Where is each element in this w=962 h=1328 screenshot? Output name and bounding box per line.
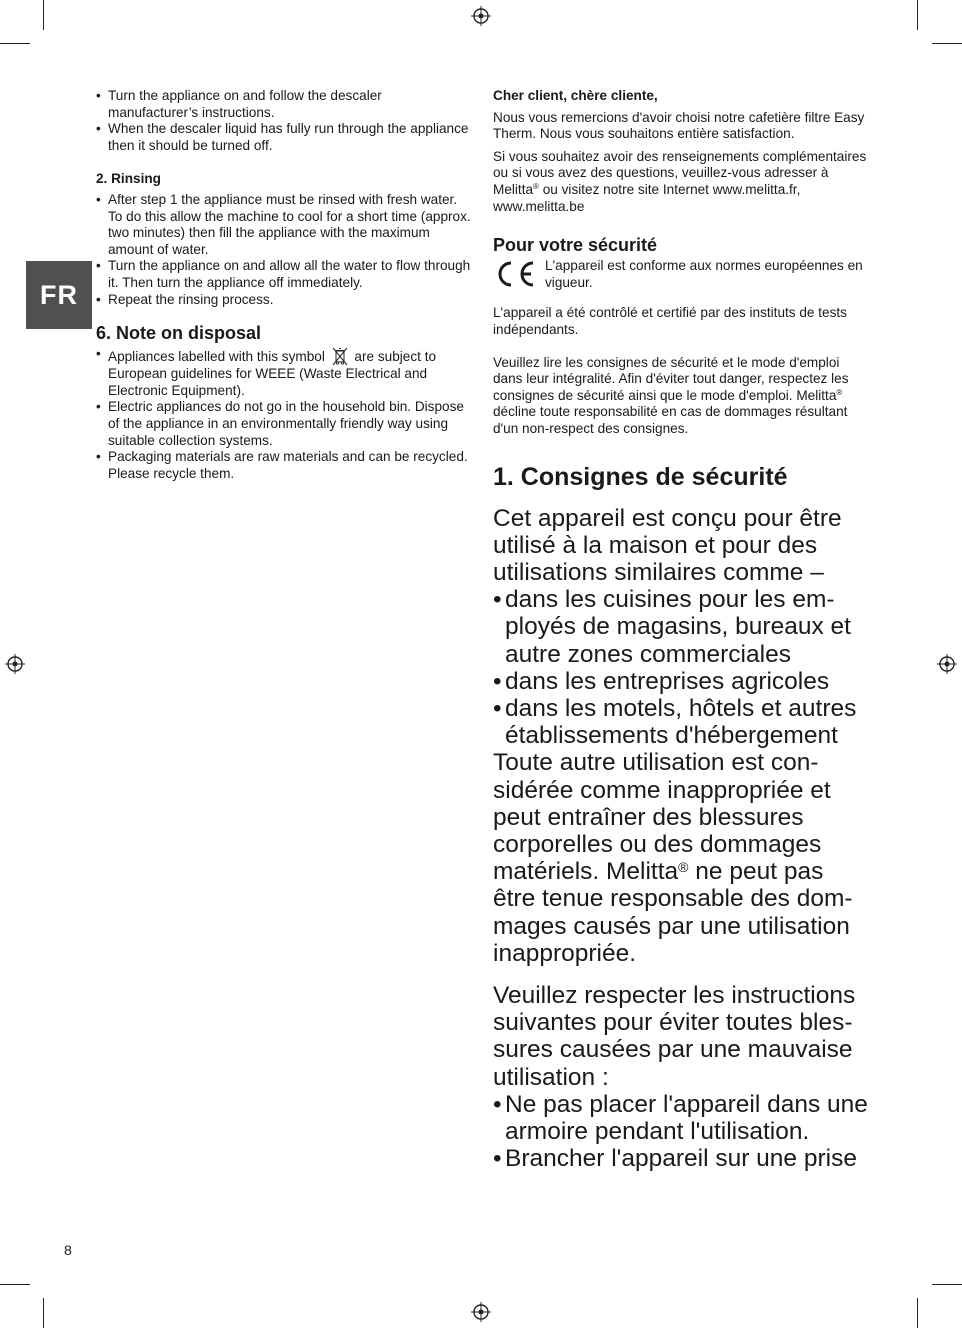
greeting: Cher client, chère cliente, bbox=[493, 88, 658, 103]
disposal-list bbox=[96, 346, 472, 482]
list-item: • Ne pas placer l'appareil dans une armoire pendant l'utilisation. bbox=[493, 1091, 871, 1145]
list-item: • dans les cuisines pour les em- ployés de magasins, bureaux et autre zones commerciales bbox=[493, 586, 871, 668]
read-text: Veuillez lire les consignes de sécurité et le mode d'emploi dans leur intégralité. Afin d'éviter tout danger, respectez les consignes de sécurité ainsi que le mode d'emploi. Melitta bbox=[493, 354, 849, 403]
crop-mark bbox=[0, 1284, 30, 1285]
ce-text: L'appareil est conforme aux normes européennes en vigueur. bbox=[545, 258, 863, 290]
contact-text: Si vous souhaitez avoir des renseignements complémentaires ou si vous avez des questions, veuillez-vous adresser à Melitta bbox=[493, 148, 867, 197]
list-item: • Electric appliances do not go in the household bin. Dispose of the appliance in an environmentally friendly way using suitable collection systems. bbox=[96, 399, 472, 449]
descaling-steps-list bbox=[96, 88, 472, 154]
read-text-end: décline toute responsabilité en cas de dommages résultant d'un non-respect des consignes. bbox=[493, 404, 848, 436]
misuse-text: Toute autre utilisation est con- sidérée comme inappropriée et peut entraîner des blessures corporelles ou des dommages matériels. Melitta bbox=[493, 749, 831, 886]
crop-mark bbox=[43, 1298, 44, 1328]
disposal-heading: 6. Note on disposal bbox=[96, 323, 262, 344]
list-item: • dans les motels, hôtels et autres établissements d'hébergement bbox=[493, 695, 871, 749]
usage-block bbox=[493, 505, 871, 1173]
registration-mark-icon bbox=[471, 1302, 491, 1322]
language-tab: FR bbox=[26, 261, 92, 329]
registered-mark: ® bbox=[533, 181, 539, 191]
thanks-paragraph: Nous vous remercions d'avoir choisi notre cafetière filtre Easy Therm. Nous vous souhaitons entière satisfaction. bbox=[493, 109, 865, 142]
left-column bbox=[96, 88, 472, 482]
ce-mark-icon bbox=[493, 259, 539, 289]
read-instructions-paragraph bbox=[493, 355, 871, 438]
weee-text-after: are subject to European guidelines for WEEE (Waste Electrical and Electronic Equipment). bbox=[108, 349, 437, 398]
certified-paragraph: L'appareil a été contrôlé et certifié par des instituts de tests indépendants. bbox=[493, 305, 847, 337]
right-column bbox=[493, 88, 871, 1172]
rinsing-heading: 2. Rinsing bbox=[96, 171, 161, 187]
ce-conformity bbox=[493, 258, 871, 291]
registration-mark-icon bbox=[937, 654, 957, 674]
rinsing-list bbox=[96, 192, 472, 308]
registered-mark: ® bbox=[836, 387, 843, 397]
list-item: • When the descaler liquid has fully run through the appliance then it should be turned off. bbox=[96, 121, 472, 154]
safety-heading: Pour votre sécurité bbox=[493, 235, 658, 256]
page-number: 8 bbox=[64, 1242, 72, 1258]
section-heading: 1. Consignes de sécurité bbox=[493, 462, 788, 491]
usage-intro: Cet appareil est conçu pour être utilisé à la maison et pour des utilisations similaires comme – bbox=[493, 504, 842, 586]
usage-list bbox=[493, 586, 871, 749]
crop-mark bbox=[43, 0, 44, 30]
list-item: • Brancher l'appareil sur une prise bbox=[493, 1145, 871, 1172]
registration-mark-icon bbox=[471, 6, 491, 26]
weee-crossed-bin-icon bbox=[331, 346, 349, 366]
list-item: • Repeat the rinsing process. bbox=[96, 292, 472, 309]
instructions-intro: Veuillez respecter les instructions suivantes pour éviter toutes bles- sures causées par une mauvaise utilisation : bbox=[493, 981, 856, 1091]
list-item: • Turn the appliance on and allow all the water to flow through it. Then turn the appliance off immediately. bbox=[96, 258, 472, 291]
misuse-text-end: ne peut pas être tenue responsable des dom- mages causés par une utilisation inappropriée. bbox=[493, 858, 853, 967]
weee-text-before: Appliances labelled with this symbol bbox=[108, 349, 325, 365]
instructions-list bbox=[493, 1091, 871, 1173]
list-item: • Packaging materials are raw materials and can be recycled. Please recycle them. bbox=[96, 449, 472, 482]
registered-mark: ® bbox=[678, 859, 689, 876]
crop-mark bbox=[0, 43, 30, 44]
crop-mark bbox=[917, 0, 918, 30]
contact-paragraph bbox=[493, 149, 871, 215]
crop-mark bbox=[932, 43, 962, 44]
list-item: • Turn the appliance on and follow the descaler manufacturer’s instructions. bbox=[96, 88, 472, 121]
contact-text-website: ou visitez notre site Internet www.melitta.fr, www.melitta.be bbox=[493, 181, 801, 214]
list-item: • dans les entreprises agricoles bbox=[493, 668, 871, 695]
list-item bbox=[96, 346, 472, 399]
misuse-paragraph bbox=[493, 749, 871, 967]
crop-mark bbox=[932, 1284, 962, 1285]
registration-mark-icon bbox=[5, 654, 25, 674]
list-item: • After step 1 the appliance must be rinsed with fresh water. To do this allow the machine to cool for a short time (approx. two minutes) then fill the appliance with the maximum amount of water. bbox=[96, 192, 472, 258]
crop-mark bbox=[917, 1298, 918, 1328]
